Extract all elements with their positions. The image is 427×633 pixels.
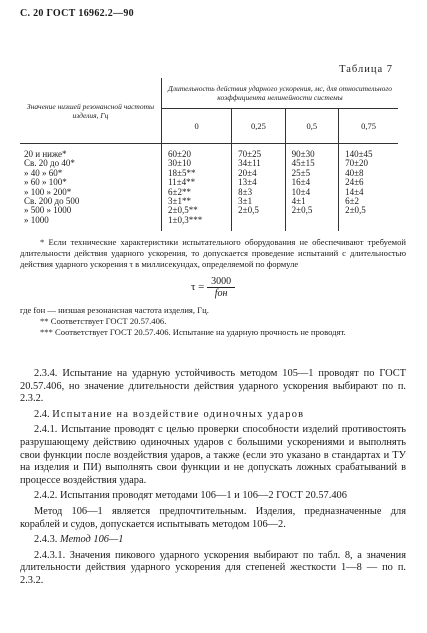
- table-cell: 60±20: [168, 149, 191, 159]
- heading-2-4-3: [20, 534, 406, 547]
- paragraph-2-4-2-b: Метод 106—1 является предпочтительным. Изделия, предназначенные для кораблей и судов, допускается испытывать методом 106—2.: [20, 505, 406, 530]
- table-cell: 20±4: [232, 169, 285, 178]
- paragraph-2-4-2: 2.4.2. Испытания проводят методами 106—1 и 106—2 ГОСТ 20.57.406: [34, 490, 347, 502]
- table-footnotes: [20, 237, 406, 338]
- col-header: 0: [162, 109, 232, 144]
- table-row: [20, 144, 398, 160]
- table-row: [20, 216, 398, 231]
- paragraph-2-3-4: 2.3.4. Испытание на ударную устойчивость методом 105—1 проводят по ГОСТ 20.57.406, но значение длительности действия ударного ускорения выбирают по п. 2.3.2.: [20, 368, 406, 405]
- table-cell: 70±20: [339, 159, 398, 168]
- formula-fraction: [207, 276, 235, 299]
- row-label: » 60 » 100*: [20, 178, 162, 187]
- table-row: [20, 197, 398, 206]
- table-row: [20, 206, 398, 215]
- heading-2-4: [20, 409, 406, 422]
- table-cell: 45±15: [285, 159, 338, 168]
- table-cell: 18±5**: [168, 167, 196, 178]
- col-header: 0,5: [285, 109, 338, 144]
- row-label: 20 и ниже*: [20, 144, 162, 160]
- formula-denominator: fон: [214, 288, 228, 299]
- table-cell: 90±30: [285, 144, 338, 160]
- formula-numerator: 3000: [207, 276, 235, 288]
- row-label: » 40 » 60*: [20, 169, 162, 178]
- table-cell: 140±45: [339, 144, 398, 160]
- table-cell: 2±0,5: [285, 206, 338, 215]
- table-cell: [232, 216, 285, 231]
- table-cell: 6±2**: [168, 186, 191, 197]
- table-cell: 40±8: [339, 169, 398, 178]
- col-header: 0,25: [232, 109, 285, 144]
- heading-number: 2.4.: [34, 408, 50, 420]
- table-cell: [285, 216, 338, 231]
- footnote-1: * Если технические характеристики испытательного оборудования не обеспечивают требуемой длительности действия ударного ускорения, то допускается проведение испытаний с длительностью действия ударного ускорения τ в миллисекундах, определяемой по формуле: [20, 237, 406, 269]
- table-cell: 1±0,3***: [168, 214, 203, 225]
- table-cell: 2±0,5: [339, 206, 398, 215]
- table-cell: 34±11: [232, 159, 285, 168]
- paragraph-2-4-3-1: 2.4.3.1. Значения пикового ударного ускорения выбирают по табл. 8, а значения длительности действия ударного ускорения для степеней жесткости 1—8 — по п. 2.3.2.: [20, 549, 406, 586]
- row-label: Св. 20 до 40*: [20, 159, 162, 168]
- table-cell: 10±4: [285, 188, 338, 197]
- table-cell: 8±3: [232, 188, 285, 197]
- table-cell: [339, 216, 398, 231]
- col-group-header: Длительность действия ударного ускорения, мс, для относительного коэффициента нелинейности системы: [162, 78, 399, 109]
- table-cell: 24±6: [339, 178, 398, 187]
- table-cell: 6±2: [339, 197, 398, 206]
- table-cell: 11±4**: [168, 177, 196, 188]
- row-label: » 100 » 200*: [20, 188, 162, 197]
- table-cell: 2±0,5: [232, 206, 285, 215]
- row-label: » 500 » 1000: [20, 206, 162, 215]
- table-cell: 70±25: [232, 144, 285, 160]
- heading-title: Испытание на воздействие одиночных ударов: [52, 408, 305, 420]
- formula-where: где fон — низшая резонансная частота изделия, Гц.: [20, 305, 209, 315]
- table-cell: 25±5: [285, 169, 338, 178]
- table-cell: 30±10: [168, 158, 191, 169]
- paragraph-2-4-1: 2.4.1. Испытание проводят с целью проверки способности изделий противостоять разрушающему действию одиночных ударов с большими ускорениями и выполнять свои функции после воздействия ударов, а также (если это указано в стандартах и ТУ на изделия и ПИ) выполнять свои функции и не допускать ложных срабатываний в процессе воздействия удара.: [20, 424, 406, 486]
- table-cell: 16±4: [285, 178, 338, 187]
- row-label: » 1000: [20, 216, 162, 231]
- table-cell: 4±1: [285, 197, 338, 206]
- footnote-2: ** Соответствует ГОСТ 20.57.406.: [40, 316, 167, 326]
- body-text: [20, 368, 406, 588]
- table-row: [20, 159, 398, 168]
- table-cell: 13±4: [232, 178, 285, 187]
- table-cell: 3±1**: [168, 196, 191, 207]
- heading-title: Метод 106—1: [60, 534, 124, 546]
- table-7: [20, 78, 398, 231]
- table-row: [20, 178, 398, 187]
- footnote-3: *** Соответствует ГОСТ 20.57.406. Испытание на ударную прочность не проводят.: [40, 327, 346, 337]
- table-cell: 14±4: [339, 188, 398, 197]
- table-cell: 3±1: [232, 197, 285, 206]
- formula: [20, 276, 406, 299]
- table-row: [20, 169, 398, 178]
- row-header: Значение низшей резонансной частоты изделия, Гц: [20, 78, 162, 144]
- row-label: Св. 200 до 500: [20, 197, 162, 206]
- table-cell: 2±0,5**: [168, 205, 198, 216]
- col-header: 0,75: [339, 109, 398, 144]
- table-label: Таблица 7: [339, 64, 393, 75]
- heading-number: 2.4.3.: [34, 534, 58, 546]
- page-header: С. 20 ГОСТ 16962.2—90: [20, 8, 134, 19]
- formula-lhs: τ =: [190, 281, 205, 294]
